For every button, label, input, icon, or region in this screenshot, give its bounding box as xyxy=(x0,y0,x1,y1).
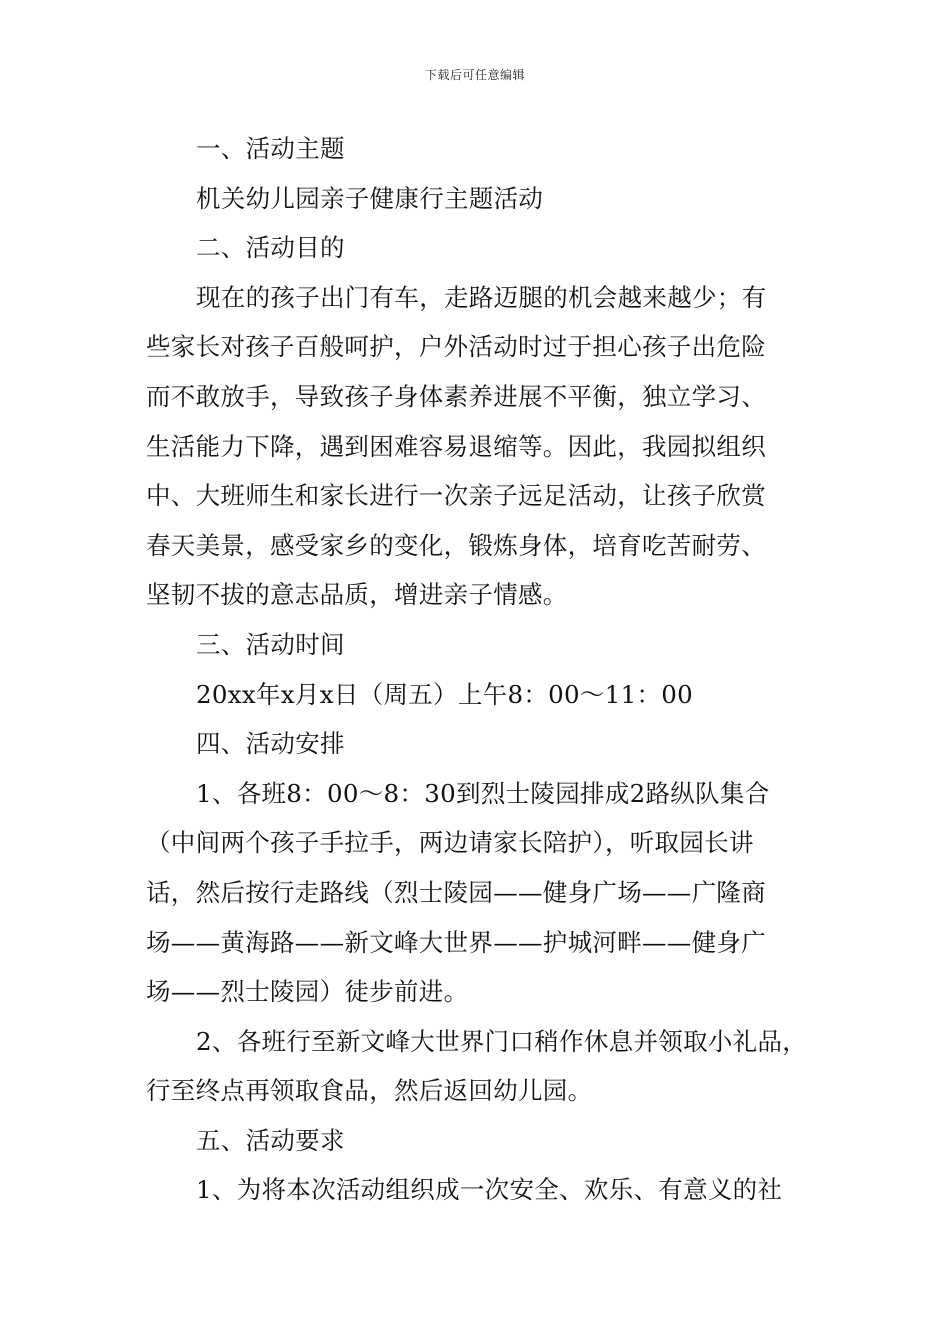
document-line: 坚韧不拔的意志品质，增进亲子情感。 xyxy=(146,580,568,610)
document-line: 现在的孩子出门有车，走路迈腿的机会越来越少；有 xyxy=(196,282,767,312)
document-line: 五、活动要求 xyxy=(196,1125,345,1155)
document-line: 三、活动时间 xyxy=(196,629,345,659)
document-line: 机关幼儿园亲子健康行主题活动 xyxy=(196,183,544,213)
document-line: 1、各班8：00～8：30到烈士陵园排成2路纵队集合 xyxy=(196,778,770,808)
document-line: 些家长对孩子百般呵护，户外活动时过于担心孩子出危险 xyxy=(146,332,766,362)
document-line: 二、活动目的 xyxy=(196,233,345,263)
document-line: 场——烈士陵园）徒步前进。 xyxy=(146,977,469,1007)
document-line: 20xx年x月x日（周五）上午8：00～11：00 xyxy=(196,679,694,709)
document-line: 生活能力下降，遇到困难容易退缩等。因此，我园拟组织 xyxy=(146,431,766,461)
document-line: 行至终点再领取食品，然后返回幼儿园。 xyxy=(146,1076,593,1106)
document-line: 春天美景，感受家乡的变化，锻炼身体，培育吃苦耐劳、 xyxy=(146,530,766,560)
document-line: 一、活动主题 xyxy=(196,134,345,163)
document-line: 话，然后按行走路线（烈士陵园——健身广场——广隆商 xyxy=(146,877,766,907)
page-header-note: 下载后可任意编辑 xyxy=(424,68,525,82)
document-body xyxy=(146,124,810,1215)
document-line: 而不敢放手，导致孩子身体素养进展不平衡，独立学习、 xyxy=(146,381,766,411)
document-line: 1、为将本次活动组织成一次安全、欢乐、有意义的社 xyxy=(196,1175,783,1205)
document-line: 中、大班师生和家长进行一次亲子远足活动，让孩子欣赏 xyxy=(146,481,766,511)
document-line: 四、活动安排 xyxy=(196,729,345,759)
document-line: 场——黄海路——新文峰大世界——护城河畔——健身广 xyxy=(146,927,766,957)
document-line: （中间两个孩子手拉手，两边请家长陪护），听取园长讲 xyxy=(146,828,754,858)
document-line: 2、各班行至新文峰大世界门口稍作休息并领取小礼品， xyxy=(196,1026,808,1056)
